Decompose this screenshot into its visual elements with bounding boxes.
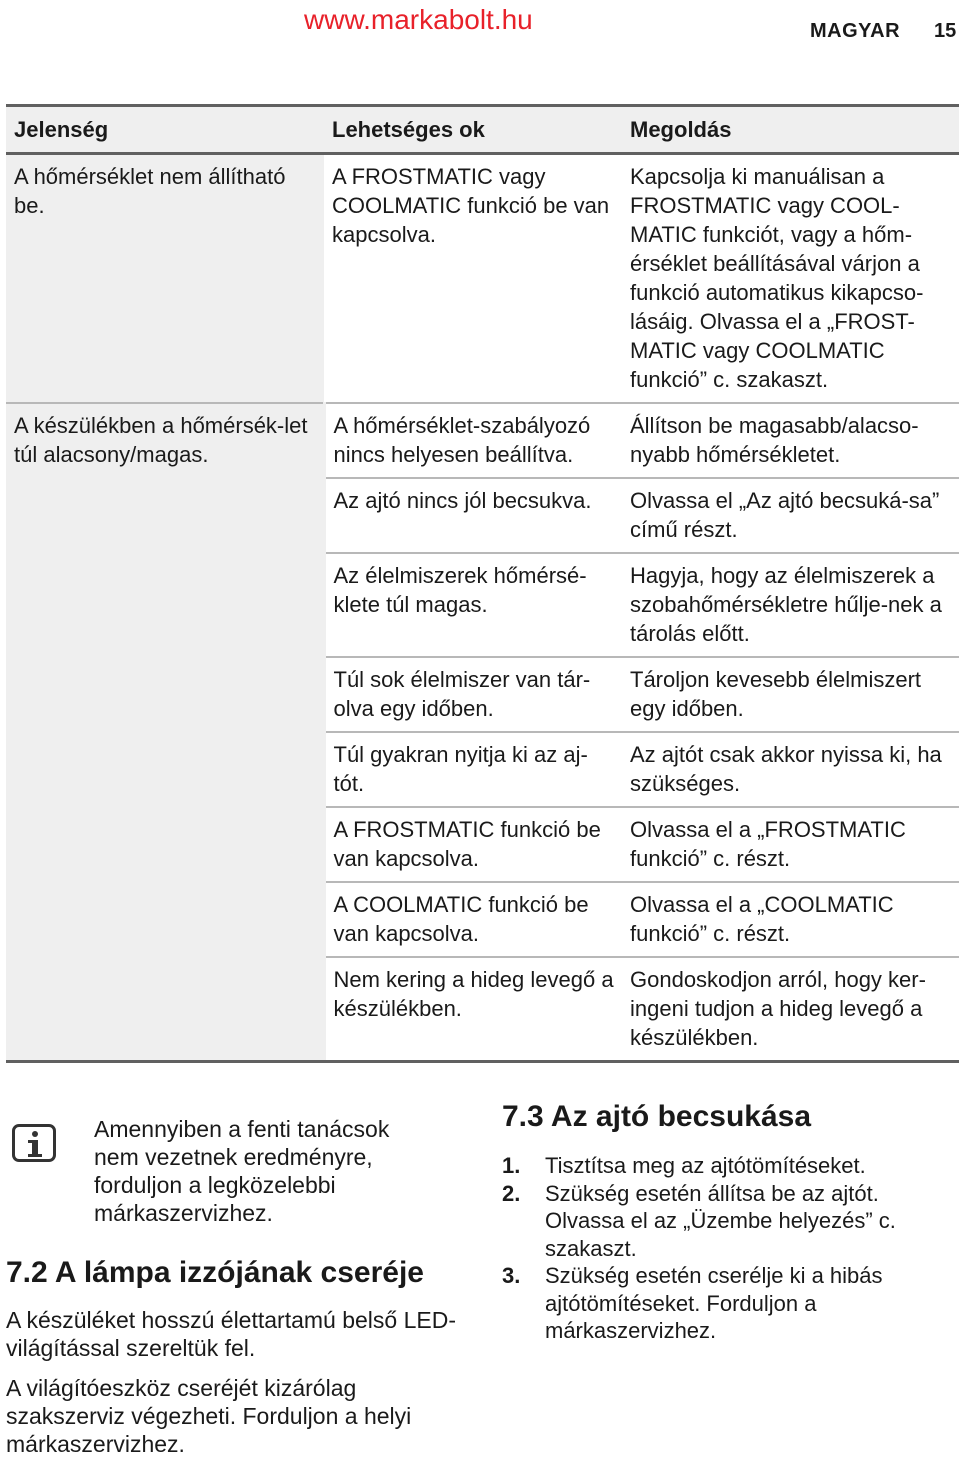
symptom-cell xyxy=(6,732,324,807)
cause-cell: A COOLMATIC funkció be van kapcsolva. xyxy=(324,882,622,957)
language-label: MAGYAR xyxy=(810,20,901,42)
table-row xyxy=(6,403,959,478)
section-heading-7-2: 7.2 A lámpa izzójának cseréje xyxy=(6,1256,424,1289)
step-text: Tisztítsa meg az ajtótömítéseket. xyxy=(545,1153,866,1178)
solution-cell: Kapcsolja ki manuálisan a FROSTMATIC vagy COOL-MATIC funkciót, vagy a hőm-érséklet beállításával várjon a funkció automatikus kikapcso-lásáig. Olvassa el a „FROST-MATIC vagy COOLMATIC funkció” c. szakaszt. xyxy=(622,154,959,404)
list-item xyxy=(502,1152,952,1180)
solution-cell: Hagyja, hogy az élelmiszerek a szobahőmérsékletre hűlje-nek a tárolás előtt. xyxy=(622,553,959,657)
symptom-cell xyxy=(6,882,324,957)
solution-cell: Olvassa el a „FROSTMATIC funkció” c. részt. xyxy=(622,807,959,882)
solution-cell: Állítson be magasabb/alacso-nyabb hőmérsékletet. xyxy=(622,403,959,478)
cause-cell: Az ajtó nincs jól becsukva. xyxy=(324,478,622,553)
step-text: Szükség esetén cserélje ki a hibás ajtótömítéseket. Forduljon a márkaszervizhez. xyxy=(545,1263,883,1343)
cause-cell: A FROSTMATIC vagy COOLMATIC funkció be van kapcsolva. xyxy=(324,154,622,404)
list-item xyxy=(502,1180,952,1263)
table-row xyxy=(6,154,959,404)
cause-cell: Az élelmiszerek hőmérsé-klete túl magas. xyxy=(324,553,622,657)
step-number: 1. xyxy=(502,1153,521,1178)
page-number: 15 xyxy=(934,20,957,42)
solution-cell: Az ajtót csak akkor nyissa ki, ha szükséges. xyxy=(622,732,959,807)
table-row xyxy=(6,657,959,732)
cause-cell: A hőmérséklet-szabályozó nincs helyesen beállítva. xyxy=(324,403,622,478)
door-closing-steps xyxy=(502,1152,952,1345)
header-cause: Lehetséges ok xyxy=(324,106,622,154)
symptom-cell xyxy=(6,807,324,882)
solution-cell: Olvassa el „Az ajtó becsuká-sa” című részt. xyxy=(622,478,959,553)
table-row xyxy=(6,882,959,957)
header-symptom: Jelenség xyxy=(6,106,324,154)
section-heading-7-3: 7.3 Az ajtó becsukása xyxy=(502,1100,812,1133)
table-row xyxy=(6,732,959,807)
troubleshooting-table xyxy=(6,104,959,1063)
symptom-cell xyxy=(6,657,324,732)
list-item xyxy=(502,1262,952,1345)
info-icon xyxy=(12,1124,56,1162)
header-solution: Megoldás xyxy=(622,106,959,154)
symptom-cell xyxy=(6,478,324,553)
symptom-cell xyxy=(6,553,324,657)
step-text: Szükség esetén állítsa be az ajtót. Olvassa el az „Üzembe helyezés” c. szakaszt. xyxy=(545,1180,896,1261)
section-7-2-paragraph-2: A világítóeszköz cseréjét kizárólag szakszerviz végezheti. Forduljon a helyi márkaszervizhez. xyxy=(6,1375,412,1457)
section-7-2-paragraph-1: A készüléket hosszú élettartamú belső LED-világítással szereltük fel. xyxy=(6,1307,457,1361)
symptom-cell xyxy=(6,957,324,1062)
cause-cell: Nem kering a hideg levegő a készülékben. xyxy=(324,957,622,1062)
step-number: 3. xyxy=(502,1263,521,1288)
cause-cell: A FROSTMATIC funkció be van kapcsolva. xyxy=(324,807,622,882)
solution-cell: Tároljon kevesebb élelmiszert egy időben. xyxy=(622,657,959,732)
table-row xyxy=(6,478,959,553)
table-row xyxy=(6,553,959,657)
step-number: 2. xyxy=(502,1180,521,1206)
solution-cell: Gondoskodjon arról, hogy ker-ingeni tudjon a hideg levegő a készülékben. xyxy=(622,957,959,1062)
cause-cell: Túl gyakran nyitja ki az aj-tót. xyxy=(324,732,622,807)
solution-cell: Olvassa el a „COOLMATIC funkció” c. részt. xyxy=(622,882,959,957)
symptom-cell: A hőmérséklet nem állítható be. xyxy=(6,154,324,404)
table-header-row xyxy=(6,106,959,154)
info-note-text: Amennyiben a fenti tanácsok nem vezetnek eredményre, forduljon a legközelebbi márkaszervizhez. xyxy=(94,1116,390,1226)
site-url: www.markabolt.hu xyxy=(304,4,533,35)
table-row xyxy=(6,807,959,882)
cause-cell: Túl sok élelmiszer van tár-olva egy időben. xyxy=(324,657,622,732)
symptom-cell: A készülékben a hőmérsék-let túl alacsony/magas. xyxy=(6,403,324,478)
table-row xyxy=(6,957,959,1062)
